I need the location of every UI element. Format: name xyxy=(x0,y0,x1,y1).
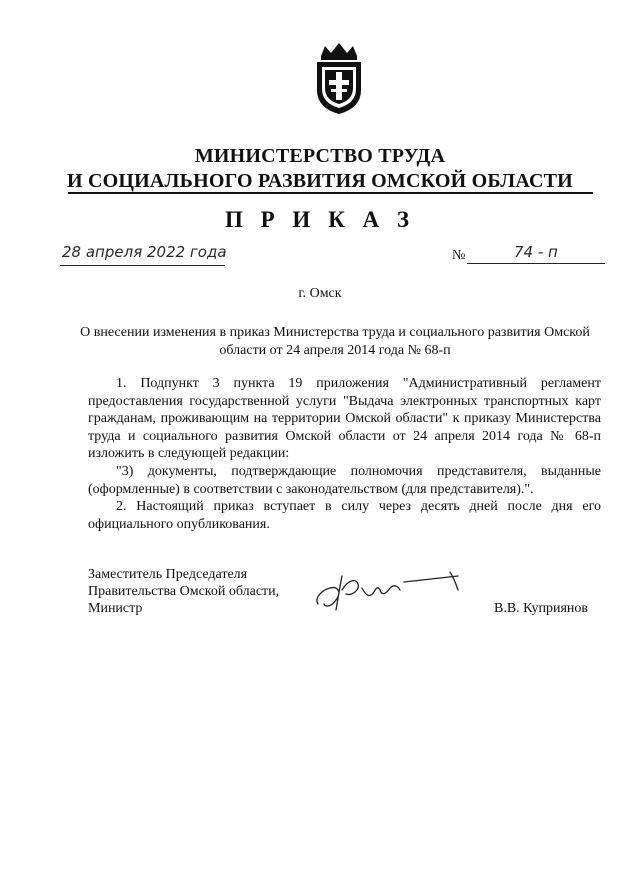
signatory-line3: Министр xyxy=(88,601,143,617)
header-divider xyxy=(68,192,593,194)
order-date: 28 апреля 2022 года xyxy=(62,243,227,261)
omsk-coat-of-arms-icon xyxy=(313,42,365,116)
paragraph-1: 1. Подпункт 3 пункта 19 приложения "Административный регламент предоставления государственной услуги "Выдача электронных транспортных карт гражданам, проживающим на территории Омской области" к приказу Министерства труда и социального развития Омской области от 24 апреля 2014 года № 68-п изложить в следующей редакции: xyxy=(88,376,601,462)
number-underline xyxy=(467,263,605,264)
ministry-name-line1: МИНИСТЕРСТВО ТРУДА xyxy=(194,145,446,167)
document-title: П Р И К А З xyxy=(224,207,415,232)
order-number-label: № xyxy=(452,248,466,263)
signatory-title xyxy=(88,566,279,618)
signatory-line1: Заместитель Председателя xyxy=(88,567,248,582)
paragraph-2: "3) документы, подтверждающие полномочия представителя, выданные (оформленные) в соответствии с законодательством (для представителя).". xyxy=(88,463,601,497)
signatory-line2: Правительства Омской области, xyxy=(88,584,280,600)
handwritten-signature-icon xyxy=(312,568,472,616)
ministry-name-line2: И СОЦИАЛЬНОГО РАЗВИТИЯ ОМСКОЙ ОБЛАСТИ xyxy=(67,170,573,192)
order-subject: О внесении изменения в приказ Министерства труда и социального развития Омской области от 24 апреля 2014 года № 68-п xyxy=(80,325,590,358)
order-number: 74 - п xyxy=(514,243,558,261)
paragraph-3: 2. Настоящий приказ вступает в силу через десять дней после дня его официального опубликования. xyxy=(88,499,601,532)
date-underline xyxy=(60,265,225,266)
signer-name: В.В. Куприянов xyxy=(494,601,588,616)
order-body xyxy=(88,375,601,533)
city: г. Омск xyxy=(298,286,342,301)
